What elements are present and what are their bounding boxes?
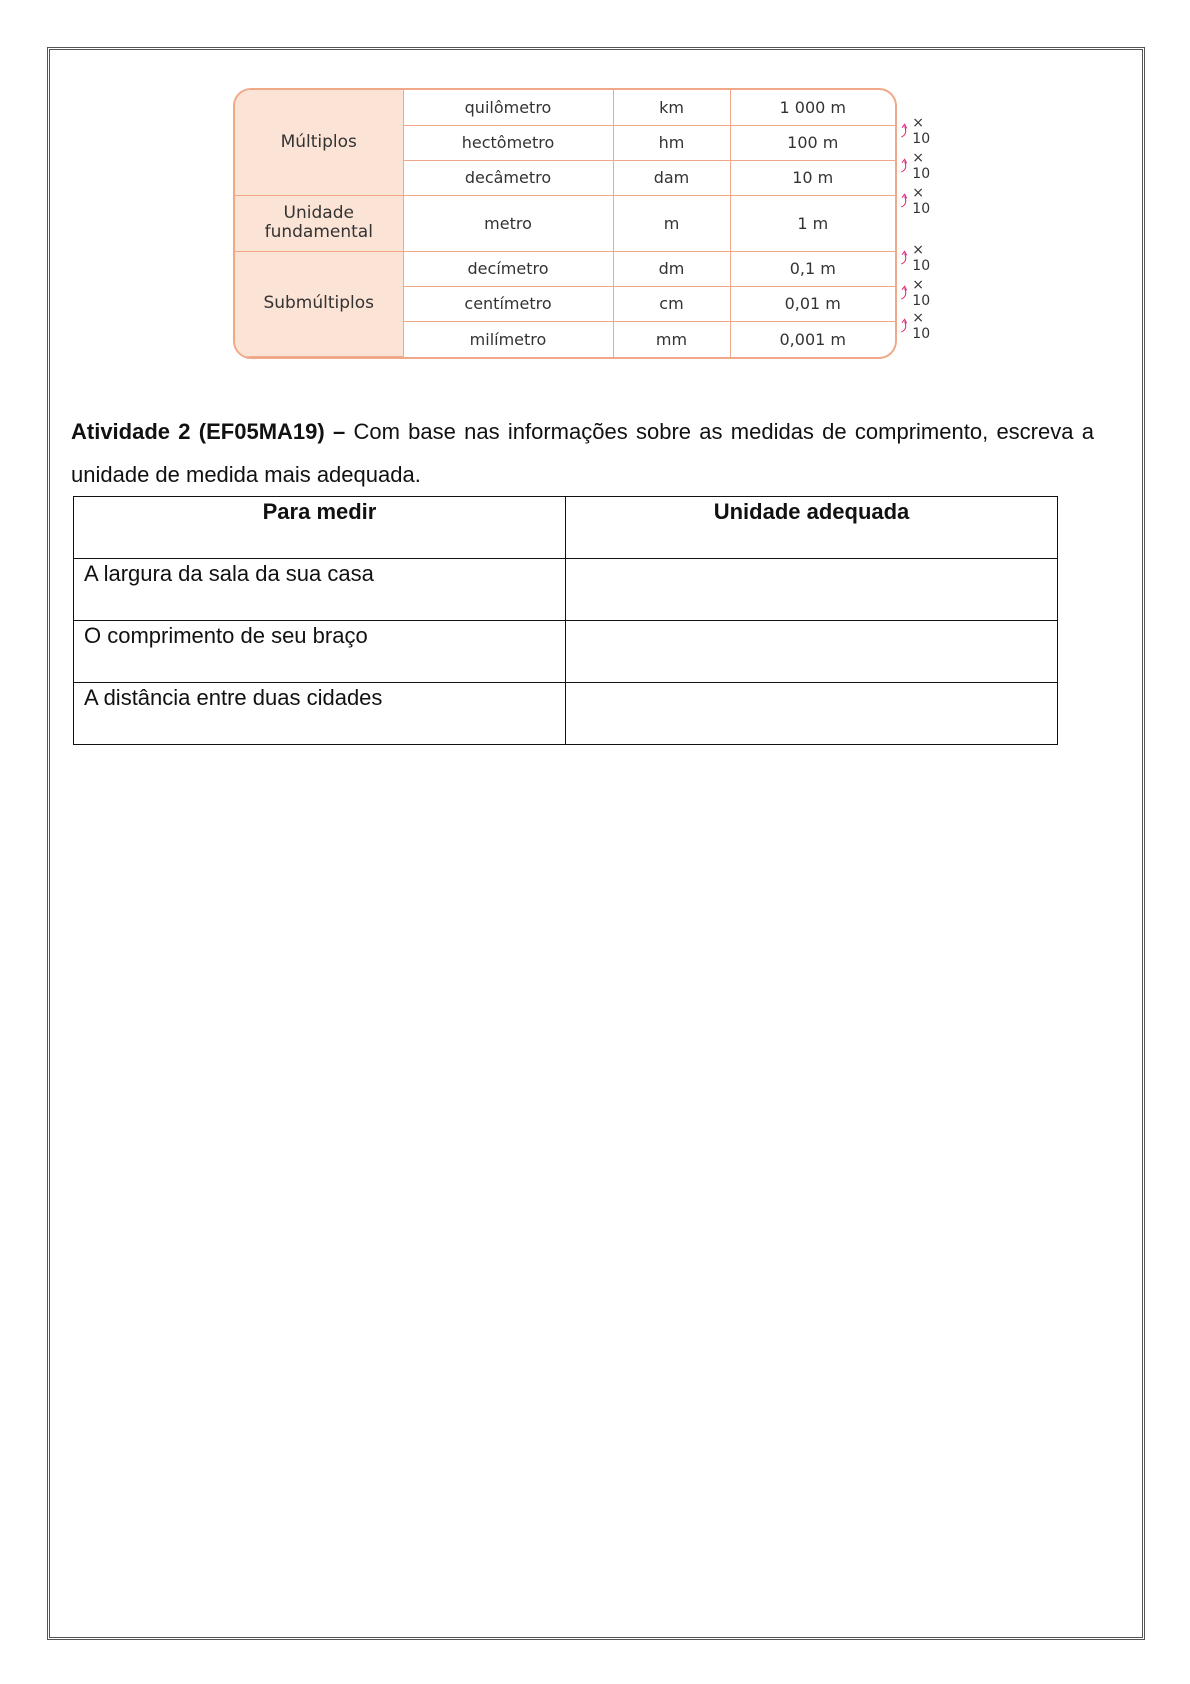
factor-label: × 10 — [912, 277, 931, 309]
units-row-km — [235, 90, 895, 125]
activity-label: Atividade 2 (EF05MA19) – — [71, 419, 346, 444]
group-fundamental-line2: fundamental — [264, 222, 373, 243]
answer-cell[interactable] — [566, 621, 1058, 683]
factor-label: × 10 — [912, 310, 931, 342]
unit-symbol: cm — [613, 286, 730, 321]
unit-value: 1 000 m — [730, 90, 895, 125]
unit-name: centímetro — [403, 286, 613, 321]
factor-label: × 10 — [912, 115, 931, 147]
factor-marker — [900, 185, 935, 217]
group-multiples: Múltiplos — [235, 90, 403, 195]
answer-cell[interactable] — [566, 559, 1058, 621]
group-fundamental — [235, 195, 403, 251]
unit-name: decâmetro — [403, 160, 613, 195]
table-row — [74, 621, 1058, 683]
curved-arrow-icon — [900, 282, 909, 304]
unit-symbol: mm — [613, 321, 730, 356]
factor-marker — [900, 115, 935, 147]
unit-value: 10 m — [730, 160, 895, 195]
measure-item: A distância entre duas cidades — [74, 683, 566, 745]
unit-symbol: m — [613, 195, 730, 251]
factor-marker — [900, 150, 935, 182]
unit-symbol: km — [613, 90, 730, 125]
unit-value: 0,001 m — [730, 321, 895, 356]
header-unidade-adequada: Unidade adequada — [566, 497, 1058, 559]
curved-arrow-icon — [900, 247, 909, 269]
group-fundamental-line1: Unidade — [283, 202, 354, 223]
curved-arrow-icon — [900, 315, 909, 337]
units-row-dm — [235, 251, 895, 286]
answer-cell[interactable] — [566, 683, 1058, 745]
activity-statement — [71, 410, 1094, 496]
curved-arrow-icon — [900, 190, 909, 212]
unit-symbol: hm — [613, 125, 730, 160]
curved-arrow-icon — [900, 120, 909, 142]
measure-item: O comprimento de seu braço — [74, 621, 566, 683]
header-para-medir: Para medir — [74, 497, 566, 559]
unit-name: quilômetro — [403, 90, 613, 125]
group-submultiples: Submúltiplos — [235, 251, 403, 356]
answer-table — [73, 496, 1058, 745]
curved-arrow-icon — [900, 155, 909, 177]
unit-name: milímetro — [403, 321, 613, 356]
activity-text: Com base nas informações sobre as medidas de comprimento, escreva a unidade de medida mais adequada. — [71, 419, 1094, 487]
measure-item: A largura da sala da sua casa — [74, 559, 566, 621]
unit-value: 0,1 m — [730, 251, 895, 286]
factor-marker — [900, 277, 935, 309]
unit-name: hectômetro — [403, 125, 613, 160]
factor-marker — [900, 242, 935, 274]
factor-marker — [900, 310, 935, 342]
units-conversion-figure — [233, 88, 931, 359]
unit-symbol: dam — [613, 160, 730, 195]
unit-value: 0,01 m — [730, 286, 895, 321]
units-row-m — [235, 195, 895, 251]
answer-table-header — [74, 497, 1058, 559]
table-row — [74, 559, 1058, 621]
unit-symbol: dm — [613, 251, 730, 286]
units-table — [233, 88, 897, 359]
unit-name: decímetro — [403, 251, 613, 286]
table-row — [74, 683, 1058, 745]
factor-label: × 10 — [912, 185, 931, 217]
unit-value: 100 m — [730, 125, 895, 160]
factor-label: × 10 — [912, 150, 931, 182]
unit-value: 1 m — [730, 195, 895, 251]
unit-name: metro — [403, 195, 613, 251]
factor-label: × 10 — [912, 242, 931, 274]
